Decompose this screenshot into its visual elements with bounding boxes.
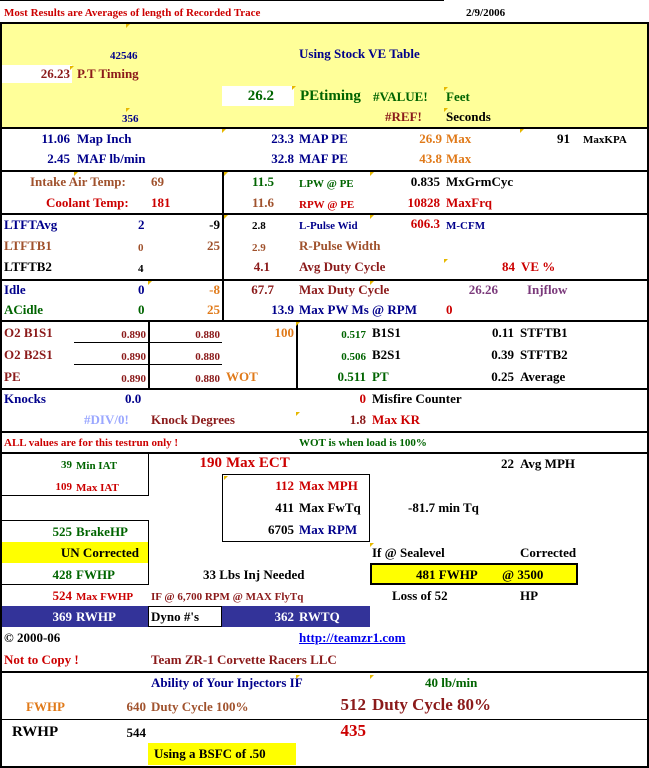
comment-marker (70, 66, 74, 70)
comment-marker (126, 24, 130, 28)
stftb1-label: STFTB1 (520, 325, 568, 340)
injflow-value: 26.26 (468, 282, 498, 297)
max-duty-value: 67.7 (251, 282, 274, 297)
stftb2-value: 0.39 (491, 347, 514, 362)
not-to-copy: Not to Copy ! (4, 652, 79, 667)
right-b2s1-label: B2S1 (372, 347, 401, 362)
lpulse-label: L-Pulse Wid (299, 220, 358, 232)
comment-marker (74, 172, 78, 176)
pt-label: PT (372, 369, 389, 384)
stftb2-label: STFTB2 (520, 347, 568, 362)
intake-air-label: Intake Air Temp: (30, 174, 126, 189)
o2-b2s1-b: 0.880 (195, 351, 220, 363)
divider (0, 320, 649, 322)
rwtq-label: RWTQ (299, 609, 340, 624)
knocks-label: Knocks (4, 391, 46, 406)
loss-label: Loss of 52 (392, 588, 448, 603)
stock-ve-label: Using Stock VE Table (299, 46, 420, 61)
team-name: Team ZR-1 Corvette Racers LLC (151, 652, 337, 667)
right-b2s1-value: 0.506 (341, 351, 366, 363)
comment-marker (296, 675, 300, 679)
coolant-temp-label: Coolant Temp: (46, 195, 129, 210)
header-note: Most Results are Averages of length of Recorded Trace (4, 7, 261, 19)
idle-a: 0 (138, 282, 145, 297)
lpulse-value: 2.8 (252, 220, 266, 232)
duty-80-label: Duty Cycle 80% (372, 695, 491, 714)
ltftb1-a: 0 (138, 242, 144, 254)
rpw-value: 11.6 (251, 195, 274, 210)
copyright: © 2000-06 (4, 630, 61, 645)
stftb1-value: 0.11 (491, 325, 514, 340)
divider (0, 213, 649, 215)
max-fwhp-label: Max FWHP (76, 591, 134, 603)
maf-label: MAF lb/min (77, 151, 146, 166)
bsfc-label: Using a BSFC of .50 (154, 746, 266, 761)
injector-ability-label: Ability of Your Injectors IF (151, 675, 303, 690)
rwhp-80-value: 435 (340, 721, 366, 740)
pe-a: 0.890 (121, 373, 146, 385)
comment-marker (224, 215, 228, 219)
mcfm-label: M-CFM (446, 220, 486, 232)
seconds-label: Seconds (446, 109, 491, 124)
header-date: 2/9/2006 (466, 7, 506, 19)
comment-marker (444, 87, 448, 91)
pt-value: 0.511 (337, 369, 366, 384)
o2-100-value: 100 (274, 325, 294, 340)
duty-100-label: Duty Cycle 100% (151, 699, 249, 714)
o2-b1s1-b: 0.880 (195, 329, 220, 341)
max-pw-label: Max PW Ms @ RPM (299, 302, 417, 317)
divider (0, 671, 649, 673)
o2-b1s1-a: 0.890 (121, 329, 146, 341)
map-max-label: Max (446, 131, 472, 146)
maxfrq-value: 10828 (407, 195, 440, 210)
divider (0, 22, 649, 24)
avg-duty-label: Avg Duty Cycle (299, 259, 386, 274)
feet-label: Feet (446, 89, 470, 104)
injector-lb-min: 40 lb/min (425, 675, 478, 690)
comment-marker (292, 86, 296, 90)
max-rpm-label: Max RPM (299, 522, 358, 537)
comment-marker (444, 259, 448, 263)
min-iat-label: Min IAT (76, 460, 118, 472)
rwtq-value: 362 (274, 609, 294, 624)
lpw-label: LPW @ PE (299, 178, 354, 190)
divider (222, 171, 224, 213)
comment-marker (370, 172, 374, 176)
mxgrmcyc-label: MxGrmCyc (446, 174, 514, 189)
divider (0, 719, 649, 720)
map-inch-value: 11.06 (41, 131, 70, 146)
max-ect-value: 190 (199, 455, 222, 471)
comment-marker (296, 322, 300, 326)
max-rpm-value: 6705 (268, 522, 294, 537)
pe-timing-value: 26.2 (247, 88, 274, 104)
hp-label: HP (520, 588, 539, 603)
divider (148, 321, 150, 388)
idle-b: -8 (209, 282, 220, 297)
map-pe-label: MAP PE (299, 131, 348, 146)
max-fwhp-value: 524 (52, 588, 72, 603)
ltftb2-a: 4 (138, 263, 144, 275)
maf-pe-label: MAF PE (299, 151, 348, 166)
inj-fwhp-label: FWHP (26, 699, 65, 714)
value-error: #VALUE! (373, 89, 428, 104)
map-max-value: 26.9 (419, 131, 442, 146)
maf-max-label: Max (446, 151, 472, 166)
acidle-b: 25 (207, 302, 220, 317)
comment-marker (370, 675, 374, 679)
comment-marker (370, 215, 374, 219)
rwhp-value: 369 (52, 609, 72, 624)
divider (0, 170, 649, 172)
divider (222, 214, 224, 320)
brakehp-value: 525 (52, 524, 72, 539)
o2-b2s1-a: 0.890 (121, 351, 146, 363)
div-error: #DIV/0! (84, 412, 129, 427)
average-value: 0.25 (491, 369, 514, 384)
misfire-value: 0 (359, 391, 366, 406)
intake-air-value: 69 (151, 174, 164, 189)
max-iat-label: Max IAT (76, 482, 119, 494)
max-kr-label: Max KR (372, 412, 421, 427)
sealevel-label: If @ Sealevel (372, 545, 445, 560)
top-rule (0, 0, 444, 1)
comment-marker (520, 129, 524, 133)
pe-timing-label: PEtiming (300, 88, 361, 104)
ltftb2-label: LTFTB2 (4, 259, 52, 274)
rpulse-value: 2.9 (252, 242, 266, 254)
mcfm-value: 606.3 (410, 216, 440, 231)
all-values-note: ALL values are for this testrun only ! (4, 437, 179, 449)
max-pw-rpm: 0 (446, 302, 453, 317)
comment-marker (148, 281, 152, 285)
acidle-label: ACidle (4, 302, 43, 317)
rpw-label: RPW @ PE (299, 199, 355, 211)
corrected-label: Corrected (520, 545, 577, 560)
lpw-value: 11.5 (251, 174, 274, 189)
pe-label: PE (4, 369, 21, 384)
o2-b1s1-label: O2 B1S1 (4, 325, 53, 340)
fwhp-at-6700: IF @ 6,700 RPM @ MAX FlyTq (151, 591, 304, 603)
value-356: 356 (122, 113, 139, 125)
pe-b: 0.880 (195, 373, 220, 385)
avg-mph-label: Avg MPH (520, 456, 575, 471)
knock-degrees-label: Knock Degrees (151, 412, 235, 427)
comment-marker (296, 412, 300, 416)
map-pe-value: 23.3 (271, 131, 294, 146)
comment-marker (370, 281, 374, 285)
right-b1s1-value: 0.517 (341, 329, 366, 341)
fwhp-label: FWHP (76, 567, 115, 582)
knocks-value: 0.0 (125, 391, 142, 406)
fwhp-100-value: 640 (126, 699, 146, 714)
max-mph-label: Max MPH (299, 478, 358, 493)
rpulse-label: R-Pulse Width (299, 238, 381, 253)
sealevel-fwhp: 481 FWHP (416, 567, 478, 582)
min-iat-value: 39 (61, 459, 72, 471)
fwhp-80-value: 512 (340, 695, 366, 714)
team-link[interactable]: http://teamzr1.com (299, 630, 406, 645)
ltftavg-b: -9 (209, 217, 220, 232)
wot-note: WOT is when load is 100% (299, 437, 427, 449)
comment-marker (444, 108, 448, 112)
ltftb1-label: LTFTB1 (4, 238, 52, 253)
divider (296, 321, 298, 388)
pt-timing-value: 26.23 (40, 66, 70, 81)
lbs-inj-needed: 33 Lbs Inj Needed (203, 567, 305, 582)
max-pw-value: 13.9 (271, 302, 294, 317)
maf-pe-value: 32.8 (271, 151, 294, 166)
comment-marker (224, 476, 228, 480)
max-kr-value: 1.8 (349, 412, 366, 427)
average-label: Average (520, 369, 566, 384)
divider (0, 388, 649, 390)
right-b1s1-label: B1S1 (372, 325, 401, 340)
sealevel-rpm: @ 3500 (502, 567, 544, 582)
idle-label: Idle (4, 282, 26, 297)
max-ect-label: Max ECT (226, 455, 290, 471)
divider (0, 127, 649, 129)
o2-b2s1-label: O2 B2S1 (4, 347, 53, 362)
maf-max-value: 43.8 (419, 151, 442, 166)
injflow-label: Injflow (527, 282, 568, 297)
brakehp-label: BrakeHP (76, 524, 128, 539)
ltftavg-label: LTFTAvg (4, 217, 58, 232)
ltftb1-b: 25 (207, 238, 220, 253)
coolant-temp-value: 181 (151, 195, 171, 210)
max-fwtq-label: Max FwTq (299, 500, 361, 515)
ve-label: VE % (521, 259, 556, 274)
inj-rwhp-label: RWHP (12, 724, 59, 740)
min-tq: -81.7 min Tq (408, 500, 479, 515)
comment-marker (370, 543, 374, 547)
ltftavg-a: 2 (138, 217, 145, 232)
max-duty-label: Max Duty Cycle (299, 282, 390, 297)
value-42546: 42546 (110, 50, 138, 62)
max-mph-value: 112 (275, 478, 294, 493)
uncorrected-label: UN Corrected (60, 545, 139, 560)
max-iat-value: 109 (55, 481, 72, 493)
dyno-label: Dyno #'s (151, 609, 200, 624)
avg-duty-value: 4.1 (253, 259, 270, 274)
wot-label: WOT (226, 369, 258, 384)
comment-marker (126, 108, 130, 112)
divider (0, 279, 649, 281)
max-fwtq-value: 411 (275, 500, 294, 515)
pt-timing-label: P.T Timing (77, 66, 139, 81)
comment-marker (222, 129, 226, 133)
acidle-a: 0 (138, 302, 145, 317)
avg-mph-value: 22 (501, 456, 514, 471)
maxfrq-label: MaxFrq (446, 195, 492, 210)
maxkpa-label: MaxKPA (583, 134, 627, 146)
ve-value: 84 (502, 259, 515, 274)
map-inch-label: Map Inch (77, 131, 132, 146)
maf-value: 2.45 (47, 151, 70, 166)
rwhp-label: RWHP (76, 609, 116, 624)
ref-error: #REF! (385, 109, 422, 124)
rwhp-100-value: 544 (126, 725, 146, 740)
misfire-label: Misfire Counter (372, 391, 462, 406)
mxgrmcyc-value: 0.835 (410, 174, 440, 189)
maxkpa-value: 91 (557, 131, 570, 146)
comment-marker (224, 172, 228, 176)
divider (0, 431, 649, 433)
fwhp-value: 428 (52, 567, 72, 582)
